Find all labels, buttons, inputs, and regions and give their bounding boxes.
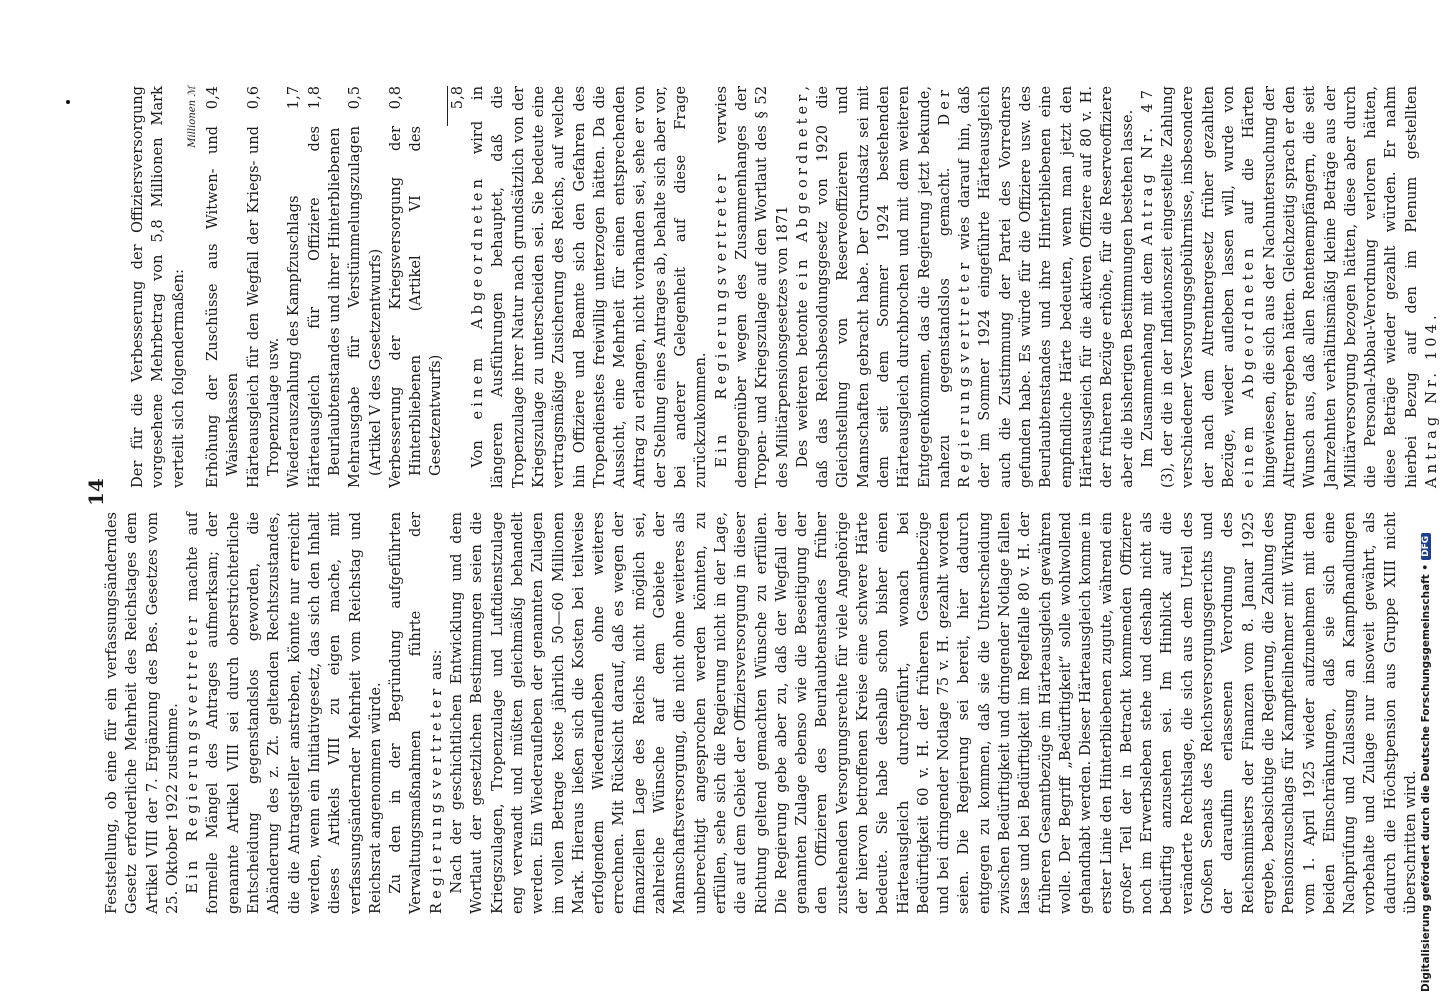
table-row — [244, 86, 285, 488]
paragraph: Der für die Verbesserung der Offiziersversorgung vorgesehene Mehrbetrag von 5,8 Millionen Mark verteilt sich folgendermaßen: — [129, 86, 187, 488]
row-label: Wiederauszahlung des Kampfzuschlags — [285, 195, 303, 488]
dfg-logo: DFG — [1421, 533, 1431, 560]
row-value: 0,5 — [346, 86, 364, 110]
text: wird in längeren Ausführungen behauptet, daß die Tropenzulage ihrer Natur nach grundsätzlich von der Kriegszulage zu unterscheiden sei. Sie bedeute eine vertragsmäßige Zusicherung des Reichs, auf welche hin Offiziere und Beamte sich den Gefahren des Tropendienstes freiwillig unterzogen hätten. Da die Aussicht, eine Mehrheit für einen entsprechenden Antrag zu erlangen, nicht vorhanden sei, sehe er von der Stellung eines Antrages ab, behalte sich aber vor, bei anderer Gelegenheit auf diese Frage zurückzukommen. — [469, 86, 710, 488]
credit-text: Digitalisierung gefördert durch die Deutsche Forschungsgemeinschaft • — [1420, 563, 1432, 992]
scan-speck — [66, 100, 70, 104]
text: wies darauf hin, daß der im Sommer 1924 eingeführte Härteausgleich auch die Zustimmung der Partei des Vorredners gefunden habe. Es würde für die Offiziere usw. des Beurlaubtenstandes und ihre Hinterbliebenen eine empfindliche Härte bedeuten, wenn man jetzt den Härteausgleich für die aktiven Offiziere auf 80 v. H. der früheren Bezüge erhöhe, für die Reserveoffiziere aber die bisherigen Bestimmungen bestehen lasse. — [956, 86, 1136, 488]
page-number: 14 — [84, 478, 108, 506]
text: Im Zusammenhang mit dem — [1138, 245, 1156, 468]
spaced-text: einem Abgeordneten — [469, 175, 487, 420]
cost-breakdown-table — [183, 86, 468, 488]
row-value: 0,8 — [386, 86, 404, 110]
row-value: 0,4 — [204, 86, 222, 110]
text: machte auf formelle Mängel des Antrages aufmerksam; der genannte Artikel VIII sei durch oberstrichterliche Entscheidung gegenstandslos geworden, die Abänderung des z. Zt. geltenden Rechtszustandes, die die Antragsteller anstreben, könnte nur erreicht werden, wenn ein Initiativgesetz, das sich den Inhalt dieses Artikels VIII zu eigen mache, mit verfassungsändernder Mehrheit vom Reichstag und Reichsrat angenommen würde. — [184, 512, 384, 914]
row-label: Mehrausgabe für Verstümmelungszulagen (Artikel V des Gesetzentwurfs) — [346, 126, 384, 488]
left-column — [102, 512, 1421, 914]
spaced-text: Regierungsvertreter — [427, 684, 445, 914]
paragraph — [386, 512, 447, 914]
text: verwies demgegenüber wegen des Zusammenhanges der Tropen- und Kriegszulage auf den Wortlaut des § 52 des Militärpensionsgesetzes von 1871 — [712, 85, 791, 488]
row-label: Verbesserung der Kriegsversorgung der Hinterbliebenen (Artikel VI des Gesetzentwurfs) — [386, 126, 445, 488]
row-value: 0,6 — [244, 86, 262, 110]
table-total-row — [448, 86, 468, 488]
table-row — [305, 86, 346, 488]
row-value: 1,7 — [285, 86, 303, 110]
total-value: 5,8 — [448, 86, 466, 110]
text: auf die Härten hingewiesen, die sich aus der Nachuntersuchung der Altrentner ergeben hätten. Gleichzeitig sprach er den Wunsch aus, daß allen Rentenempfängern, die seit Jahrzehnten verhältnismäßig kleine Beträge aus der Militärversorgung bezogen hätten, diese aber durch die Personal-Abbau-Verordnung verloren hätten, diese Beträge wieder gezahlt würden. Er nahm hierbei Bezug auf den im Plenum gestellten — [1240, 86, 1420, 488]
table-row — [203, 86, 244, 488]
text: Des weiteren betonte — [793, 290, 811, 468]
spaced-text: Ein Regierungsvertreter — [712, 170, 730, 468]
text: Zu den in der Begründung aufgeführten Verwaltungsmaßnahmen führte der — [387, 512, 425, 914]
spaced-text: ein Abgeordneter — [793, 90, 811, 291]
paragraph — [712, 86, 793, 488]
row-label: Erhöhung der Zuschüsse aus Witwen- und Waisenkassen — [204, 126, 242, 488]
paragraph: Feststellung, ob eine für ein verfassungsänderndes Gesetz erforderliche Mehrheit des Reichstages dem Artikel VIII der 7. Ergänzung des Bes. Gesetzes vom 25. Oktober 1922 zustimme. — [103, 512, 181, 914]
text: , daß das Reichsbesoldungsgesetz von 1920 die Gleichstellung von Reserveoffizieren und Mannschaften gebracht habe. Der Grundsatz sei mit dem seit dem Sommer 1924 bestehenden Härteausgleich durchbrochen und mit dem weiteren Entgegenkommen, das die Regierung jetzt bekunde, nahezu gegenstandslos gemacht. — [793, 86, 953, 488]
spaced-text: Antrag Nr. 47 — [1138, 86, 1156, 246]
right-column — [128, 86, 1442, 488]
row-label: Härteausgleich für den Wegfall der Kriegs- und Tropenzulage usw. — [244, 126, 283, 488]
table-row — [386, 86, 447, 488]
spaced-text: Ein Regierungsvertreter — [184, 612, 202, 894]
text: (3), der die in der Inflationszeit eingestellte Zahlung verschiedener Versorgungsgebührnisse, insbesondere der nach dem Altrentnergesetz früher gezahlten Bezüge, wieder aufleben lassen will, wurde von — [1159, 86, 1238, 488]
row-label: Härteausgleich für Offiziere des Beurlaubtenstandes und ihrer Hinterbliebenen — [305, 126, 343, 488]
text: . — [1423, 315, 1440, 321]
text: aus: — [427, 649, 445, 685]
spaced-text: einem Abgeordneten — [1240, 244, 1258, 488]
paragraph — [468, 86, 712, 488]
row-value: 1,8 — [305, 86, 323, 110]
spaced-text: Antrag Nr. 104 — [1423, 320, 1440, 488]
table-row — [345, 86, 386, 488]
unit-label: Millionen ℳ — [186, 86, 198, 148]
paragraph: Nach der geschichtlichen Entwicklung und dem Wortlaut der gesetzlichen Bestimmungen seien die Kriegszulagen, Tropenzulage und Luftdienstzulage eng verwandt und müßten gleichmäßig behandelt werden. Ein Wiederaufleben der genannten Zulagen im vollen Betrage koste jährlich 50—60 Millionen Mark. Hieraus ließen sich die Kosten bei teilweise erfolgendem Wiederaufleben ohne weiteres errechnen. Mit Rücksicht darauf, daß es wegen der finanziellen Lage des Reichs nicht möglich sei, zahlreiche Wünsche auf dem Gebiete der Mannschaftsversorgung, die nicht ohne weiteres als unberechtigt angesprochen werden könnten, zu erfüllen, sehe sich die Regierung nicht in der Lage, die auf dem Gebiet der Offiziersversorgung in dieser Richtung geltend gemachten Wünsche zu erfüllen. Die Regierung gebe aber zu, daß der Wegfall der genannten Zulage ebenso wie die Beseitigung der den Offizieren des Beurlaubtenstandes früher zustehenden Versorgungsrechte für viele Angehörige der hiervon betroffenen Kreise eine schwere Härte bedeute. Sie habe deshalb schon bisher einen Härteausgleich durchgeführt, wonach bei Bedürftigkeit 60 v. H. der früheren Gesamtbezüge und bei dringender Notlage 75 v. H. gezahlt worden seien. Die Regierung sei bereit, hier dadurch entgegen zu kommen, daß sie die Unterscheidung zwischen Bedürftigkeit und dringender Notlage fallen lasse und bei Bedürftigkeit im Regelfalle 80 v. H. der früheren Gesamtbezüge im Härteausgleich gewähren wolle. Der Begriff „Bedürftigkeit“ solle wohlwollend gehandhabt werden. Dieser Härteausgleich komme in erster Linie den Hinterbliebenen zugute, während ein großer Teil der in Betracht kommenden Offiziere noch im Erwerbsleben stehe und deshalb nicht als bedürftig anzusehen sei. Im Hinblick auf die veränderte Rechtslage, die sich aus dem Urteil des Großen Senats des Reichsversorgungsgerichts und der daraufhin erlassenen Verordnung des Reichsministers der Finanzen vom 8. Januar 1925 ergebe, beabsichtige die Regierung, die Zahlung des Pensionszuschlags für Kampfteilnehmer mit Wirkung vom 1. April 1925 wieder aufzunehmen mit den beiden Einschränkungen, daß sie sich eine Nachprüfung und Zulassung an Kampfhandlungen vorbehalte und Zulage nur insoweit gewährt, als dadurch die Höchstpension aus Gruppe XIII nicht überschritten wird. — [448, 512, 1419, 914]
paragraph — [793, 86, 1138, 488]
table-row — [284, 86, 304, 488]
digitization-credit — [1420, 2, 1432, 992]
text: Von — [469, 419, 487, 468]
paragraph — [1138, 86, 1442, 488]
spaced-text: Der Regierungsvertreter — [935, 86, 974, 488]
paragraph — [183, 512, 386, 914]
